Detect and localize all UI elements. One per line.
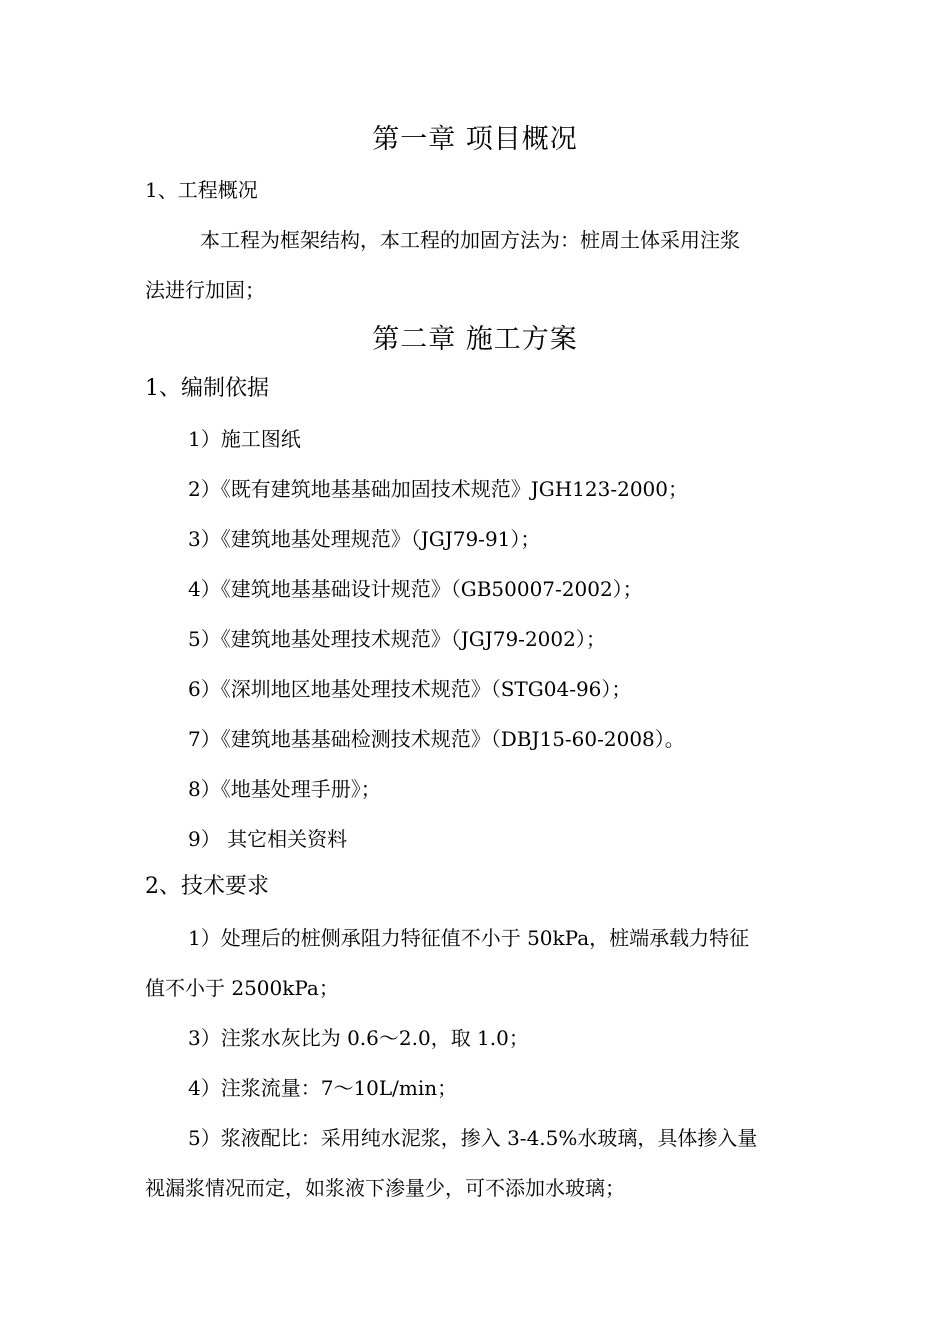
requirement-item-1-line-2: 值不小于 2500kPa；	[145, 976, 339, 1000]
basis-item: 6）《深圳地区地基处理技术规范》（STG04-96）；	[188, 677, 632, 701]
section-project-overview-heading: 1、工程概况	[145, 178, 258, 202]
project-overview-paragraph-line-2: 法进行加固；	[145, 278, 265, 302]
project-overview-paragraph-line-1: 本工程为框架结构，本工程的加固方法为：桩周土体采用注浆	[200, 228, 740, 252]
requirement-item-4: 4）注浆流量：7～10L/min；	[188, 1076, 458, 1100]
chapter-2-title: 第二章 施工方案	[372, 324, 578, 355]
basis-item: 2）《既有建筑地基基础加固技术规范》JGH123-2000；	[188, 477, 688, 501]
requirement-item-3: 3）注浆水灰比为 0.6～2.0，取 1.0；	[188, 1026, 529, 1050]
section-basis-heading: 1、编制依据	[145, 376, 269, 401]
requirement-item-5-line-2: 视漏浆情况而定，如浆液下渗量少，可不添加水玻璃；	[145, 1176, 625, 1200]
requirement-item-5-line-1: 5）浆液配比：采用纯水泥浆，掺入 3-4.5%水玻璃，具体掺入量	[188, 1126, 758, 1150]
basis-item: 5）《建筑地基处理技术规范》（JGJ79-2002）；	[188, 627, 606, 651]
basis-item: 8）《地基处理手册》；	[188, 777, 381, 801]
basis-item: 4）《建筑地基基础设计规范》（GB50007-2002）；	[188, 577, 643, 601]
basis-item: 1）施工图纸	[188, 427, 301, 451]
basis-item: 7）《建筑地基基础检测技术规范》（DBJ15-60-2008）。	[188, 727, 685, 751]
chapter-1-title: 第一章 项目概况	[372, 124, 578, 155]
requirement-item-1-line-1: 1）处理后的桩侧承阻力特征值不小于 50kPa，桩端承载力特征	[188, 926, 750, 950]
basis-item: 3）《建筑地基处理规范》（JGJ79-91）；	[188, 527, 541, 551]
basis-item: 9） 其它相关资料	[188, 827, 348, 851]
section-technical-requirements-heading: 2、技术要求	[145, 874, 269, 899]
